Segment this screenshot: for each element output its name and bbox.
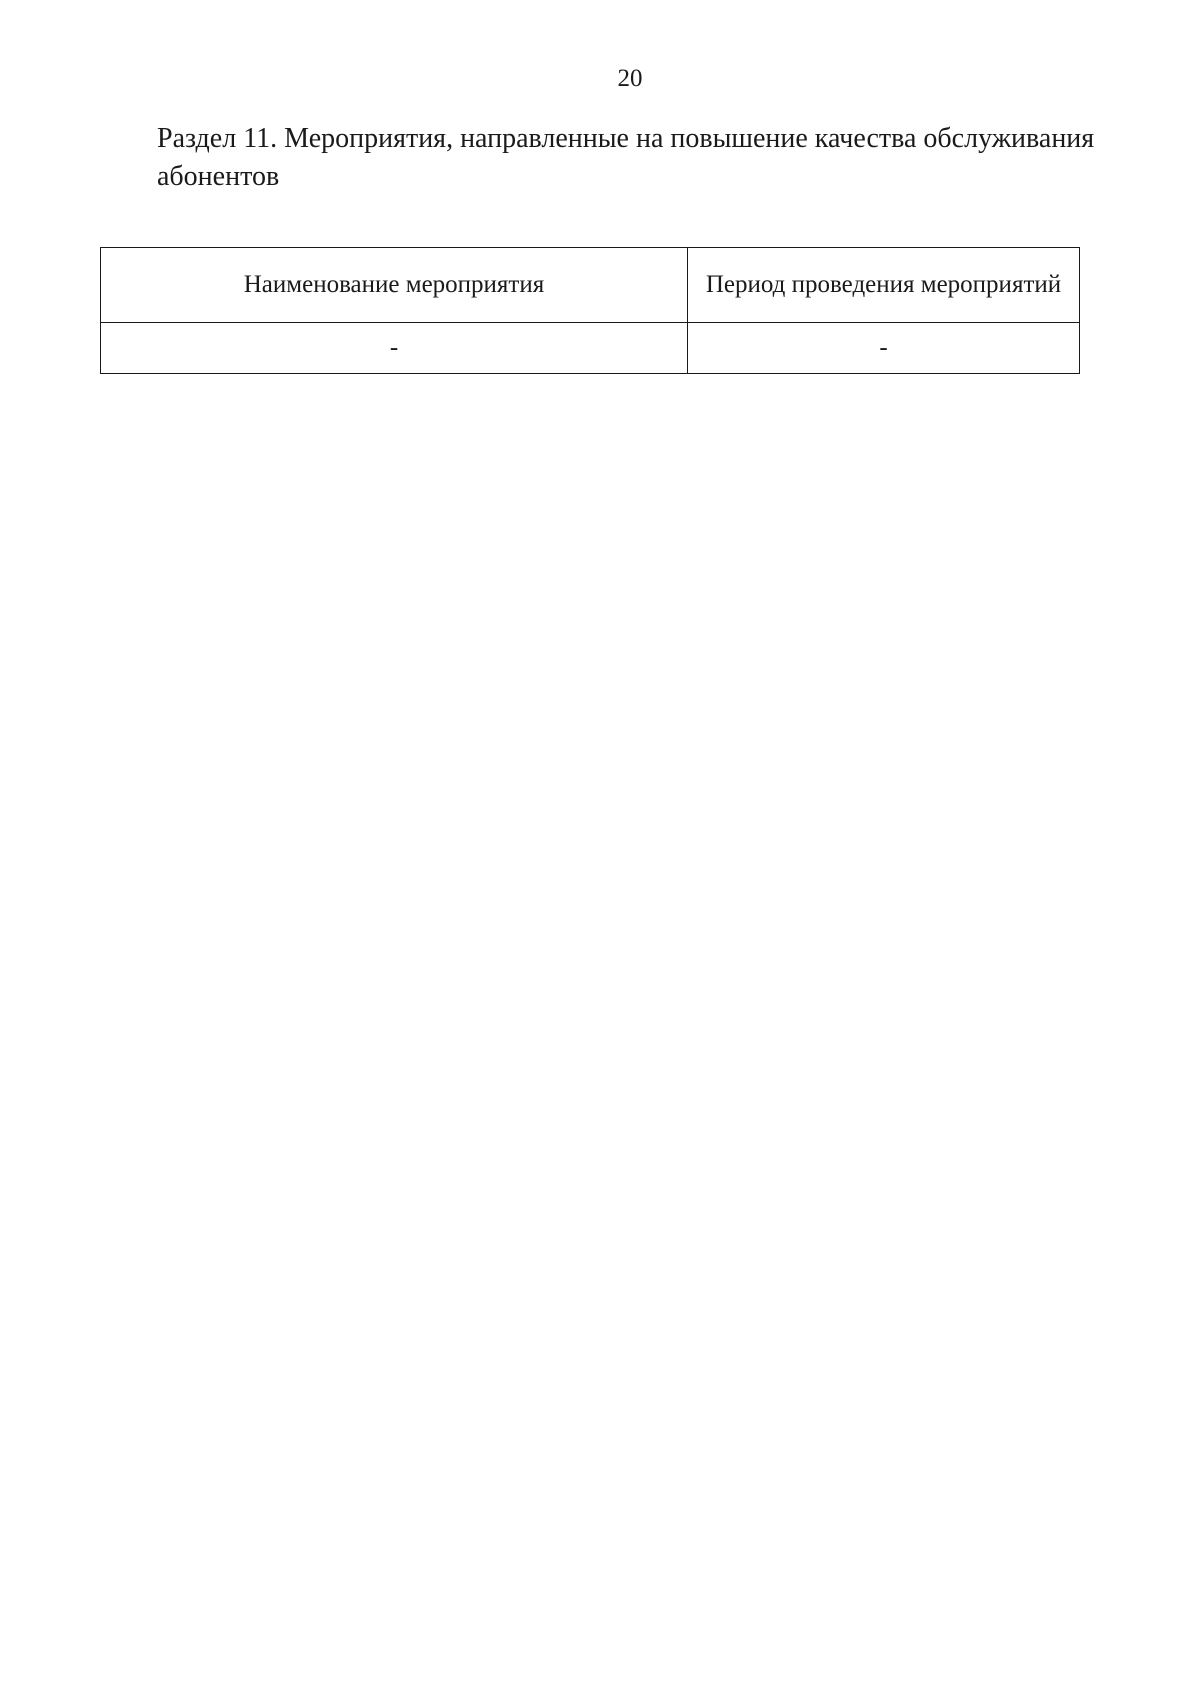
table-header bbox=[101, 248, 1080, 323]
cell-measure-name: - bbox=[101, 323, 688, 374]
page-number: 20 bbox=[617, 65, 643, 92]
table-body bbox=[101, 323, 1080, 374]
cell-measure-period: - bbox=[688, 323, 1080, 374]
header-measure-name: Наименование мероприятия bbox=[101, 248, 688, 323]
table-header-row bbox=[101, 248, 1080, 323]
header-measure-period: Период проведения мероприятий bbox=[688, 248, 1080, 323]
table-row bbox=[101, 323, 1080, 374]
section-title: Раздел 11. Мероприятия, направленные на повышение качества обслуживания абонентов bbox=[157, 123, 1095, 192]
measures-table bbox=[100, 247, 1080, 374]
